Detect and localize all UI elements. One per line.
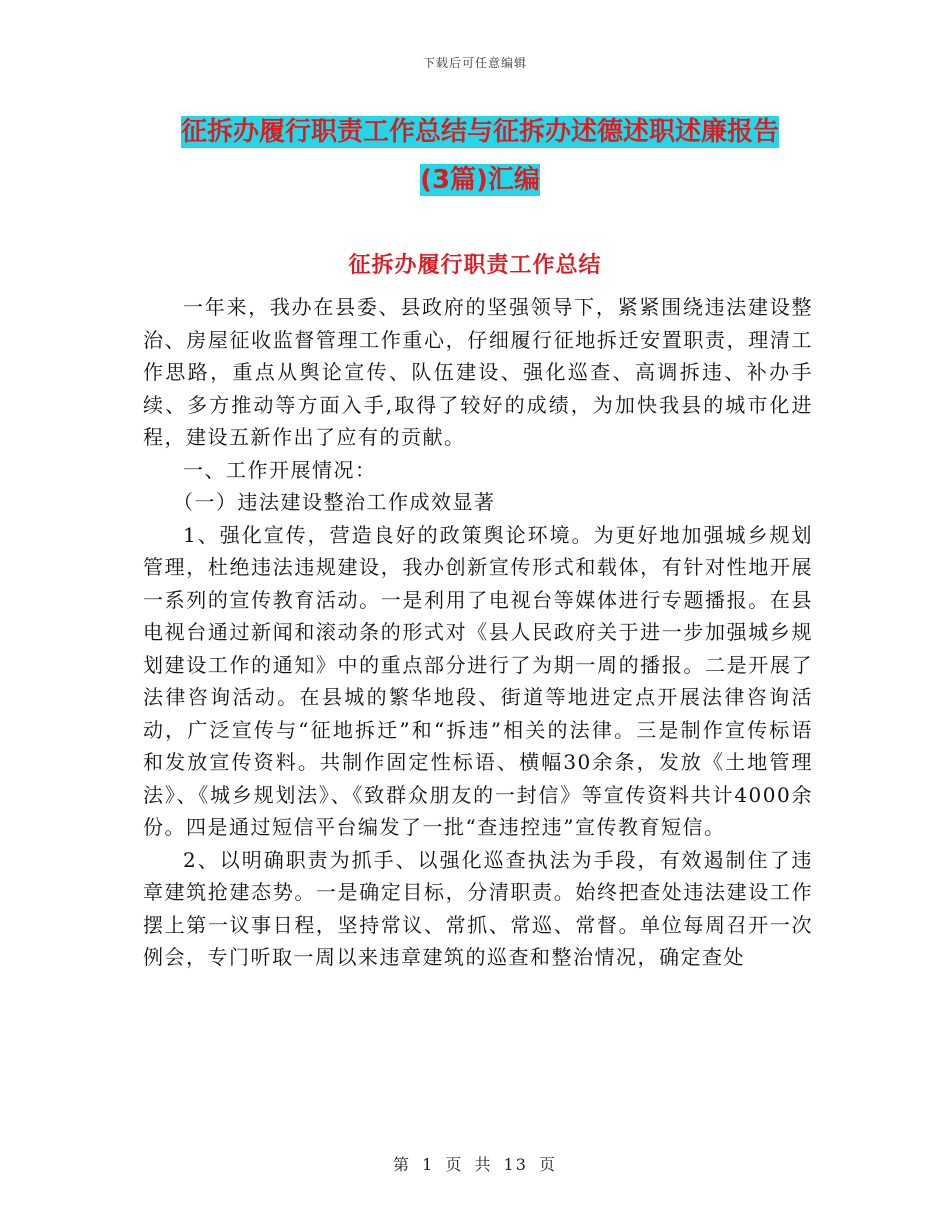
document-title-line-1: 征拆办履行职责工作总结与征拆办述德述职述廉报告: [180, 117, 779, 147]
paragraph: 一年来，我办在县委、县政府的坚强领导下，紧紧围绕违法建设整治、房屋征收监督管理工作重心，仔细履行征地拆迁安置职责，理清工作思路，重点从舆论宣传、队伍建设、强化巡查、高调拆违、补办手续、多方推动等方面入手,取得了较好的成绩，为加快我县的城市化进程，建设五新作出了应有的贡献。: [143, 295, 813, 449]
subheading-illegal-construction: （一）违法建设整治工作成效显著: [173, 490, 496, 514]
header-note: 下载后可任意编辑: [422, 56, 527, 70]
paragraph: 1、强化宣传，营造良好的政策舆论环境。为更好地加强城乡规划管理，杜绝违法违规建设，我办创新宣传形式和载体，有针对性地开展一系列的宣传教育活动。一是利用了电视台等媒体进行专题播报。在县电视台通过新闻和滚动条的形式对《县人民政府关于进一步加强城乡规划建设工作的通知》中的重点部分进行了为期一周的播报。二是开展了法律咨询活动。在县城的繁华地段、街道等地进定点开展法律咨询活动，广泛宣传与“征地拆迁”和“拆违”相关的法律。三是制作宣传标语和发放宣传资料。共制作固定性标语、横幅30余条，发放《土地管理法》、《城乡规划法》、《致群众朋友的一封信》等宣传资料共计4000余份。四是通过短信平台编发了一批“查违控违”宣传教育短信。: [143, 522, 813, 839]
page-number: 第 1 页 共 13 页: [393, 1155, 557, 1174]
heading-work-situation: 一、工作开展情况：: [183, 457, 377, 482]
section-title: 征拆办履行职责工作总结: [348, 253, 602, 278]
document-title: [150, 108, 810, 204]
document-title-line-2: (3篇)汇编: [420, 165, 540, 195]
document-body: [143, 291, 813, 974]
paragraph: 2、以明确职责为抓手、以强化巡查执法为手段，有效遏制住了违章建筑抢建态势。一是确定目标，分清职责。始终把查处违法建设工作摆上第一议事日程，坚持常议、常抓、常巡、常督。单位每周召开一次例会，专门听取一周以来违章建筑的巡查和整治情况，确定查处: [143, 847, 813, 969]
